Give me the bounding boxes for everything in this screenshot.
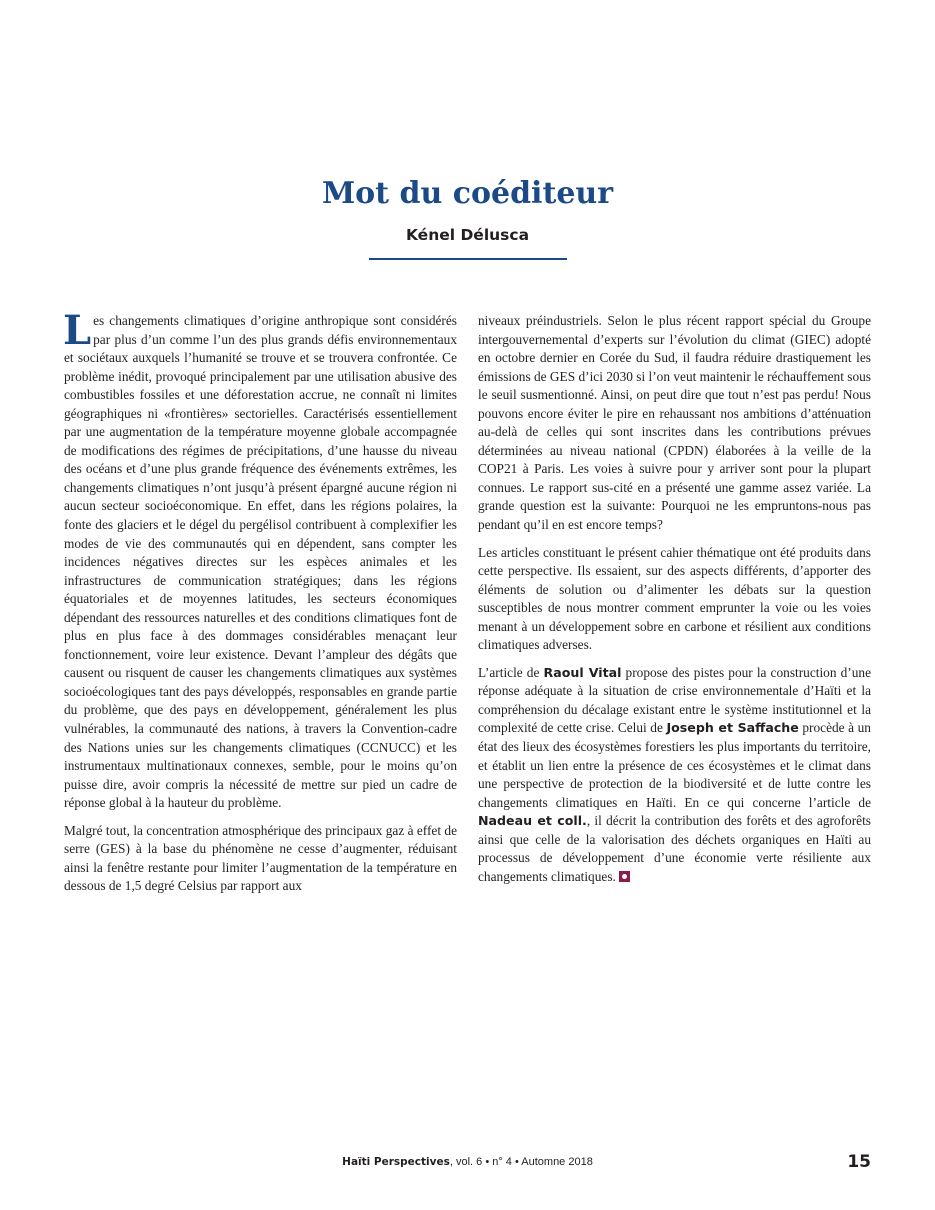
summary-text-3: procède à un état des lieux des écosystèmes forestiers les plus importants du territoire, et établit un lien entre la présence de ces écosystèmes et le climat dans une perspective de protection de la biodiversité et de lutte contre les changements climatiques en Haïti. En ce qui concerne l’article de: [478, 720, 871, 810]
paragraph-giec: niveaux préindustriels. Selon le plus récent rapport spécial du Groupe intergouvernemental d’experts sur l’évolution du climat (GIEC) adopté en octobre dernier en Corée du Sud, il faudra réduire drastiquement les émissions de GES d’ici 2030 si l’on veut maintenir le réchauffement sous le seuil susmentionné. Ainsi, on peut dire que tout n’est pas perdu! Nous pouvons encore éviter le pire en rehaussant nos ambitions d’atténuation au-delà de celles qui sont inscrites dans les contributions prévues déterminées au niveau national (CPDN) élaborées à la veille de la COP21 à Paris. Les voies à suivre pour y arriver sont pour la plupart connues. Le rapport sus-cité en a présenté une gamme assez variée. La grande question est la suivante: Pourquoi ne les empruntons-nous pas pendant qu’il en est encore temps?: [478, 313, 871, 533]
article-author: Kénel Délusca: [405, 226, 530, 244]
paragraph-ges: Malgré tout, la concentration atmosphérique des principaux gaz à effet de serre (GES) à la base du phénomène ne cesse d’augmenter, réduisant ainsi la fenêtre restante pour limiter l’augmentation de la température en dessous de 1,5 degré Celsius par rapport aux: [64, 822, 457, 894]
article-title: Mot du coéditeur: [321, 176, 614, 211]
left-column: [63, 307, 457, 905]
title-divider: [369, 258, 567, 260]
page-number: 15: [847, 1152, 871, 1172]
paragraph-articles: Les articles constituant le présent cahier thématique ont été produits dans cette perspective. Ils essaient, sur des aspects différents, d’apporter des éléments de solution ou d’alimenter les débats sur la question susceptibles de nous montrer comment emprunter la voie ou les voies menant à un développement sobre en carbone et résilient aux conditions climatiques adverses.: [478, 544, 871, 653]
paragraph-intro-text: es changements climatiques d’origine anthropique sont considérés par plus d’un comme l’un des plus grands défis environnementaux et sociétaux auxquels l’humanité se trouve et se trouvera confrontée. Ce problème inédit, provoqué principalement par une utilisation abusive des combustibles fossiles et une déforestation accrue, ne connaît ni limites géographiques ni «frontières» sectorielles. Caractérisés essentiellement par une augmentation de la température moyenne globale accompagnée de modifications des régimes de précipitations, d’une hausse du niveau des océans et d’une plus grande fréquence des événements extrêmes, les changements climatiques n’ont jusqu’à présent épargné aucune région ni aucun secteur socioéconomique. En effet, dans les régions polaires, la fonte des glaciers et le dégel du pergélisol contribuent à complexifier les modes de vie des communautés qui en dépendent, sans compter les incidences négatives directes sur les espèces animales et les infrastructures de communication stratégiques; dans les régions équatoriales et de moyennes latitudes, les secteurs économiques dépendant des ressources naturelles et des conditions climatiques font de plus en plus face à des dommages considérables menaçant leur fonctionnement, voire leur existence. Devant l’ampleur des dégâts que causent ou risquent de causer les changements climatiques aux systèmes socioécologiques tant des pays développés, responsables en grande partie du problème, que des pays en développement, généralement les plus vulnérables, la communauté des nations, à travers la Convention-cadre des Nations unies sur les changements climatiques (CCNUCC) et les instrumentaux multinationaux connexes, semble, pour le moins qu’on puisse dire, avoir compris la nécessité de mettre sur pied un cadre de réponse global à la hauteur du problème.: [64, 313, 457, 811]
paragraph-intro: [63, 307, 457, 813]
author-name-joseph-saffache: Joseph et Saffache: [666, 720, 799, 736]
summary-text-2: propose des pistes pour la construction d’une réponse adéquate à la situation de crise environnementale d’Haïti et la compréhension du décalage existant entre le système institutionnel et la complexité de cette crise. Celui de: [478, 664, 871, 736]
author-name-vital: Raoul Vital: [543, 664, 622, 680]
summary-text-1: L’article de: [478, 664, 544, 680]
author-name-nadeau: Nadeau et coll.: [478, 813, 587, 829]
paragraph-summary: [478, 664, 871, 887]
end-of-article-square-icon: [619, 871, 630, 882]
footer-journal-name: Haïti Perspectives: [342, 1156, 450, 1168]
footer-issue: , vol. 6 • n° 4 • Automne 2018: [449, 1156, 593, 1168]
footer-citation: [0, 1156, 935, 1168]
right-column: [478, 312, 871, 895]
drop-cap: L: [63, 307, 92, 354]
summary-text-4: , il décrit la contribution des forêts et des agroforêts ainsi que celle de la valorisation des déchets organiques en Haïti au processus de développement d’une économie verte résiliente aux changements climatiques.: [478, 813, 871, 884]
